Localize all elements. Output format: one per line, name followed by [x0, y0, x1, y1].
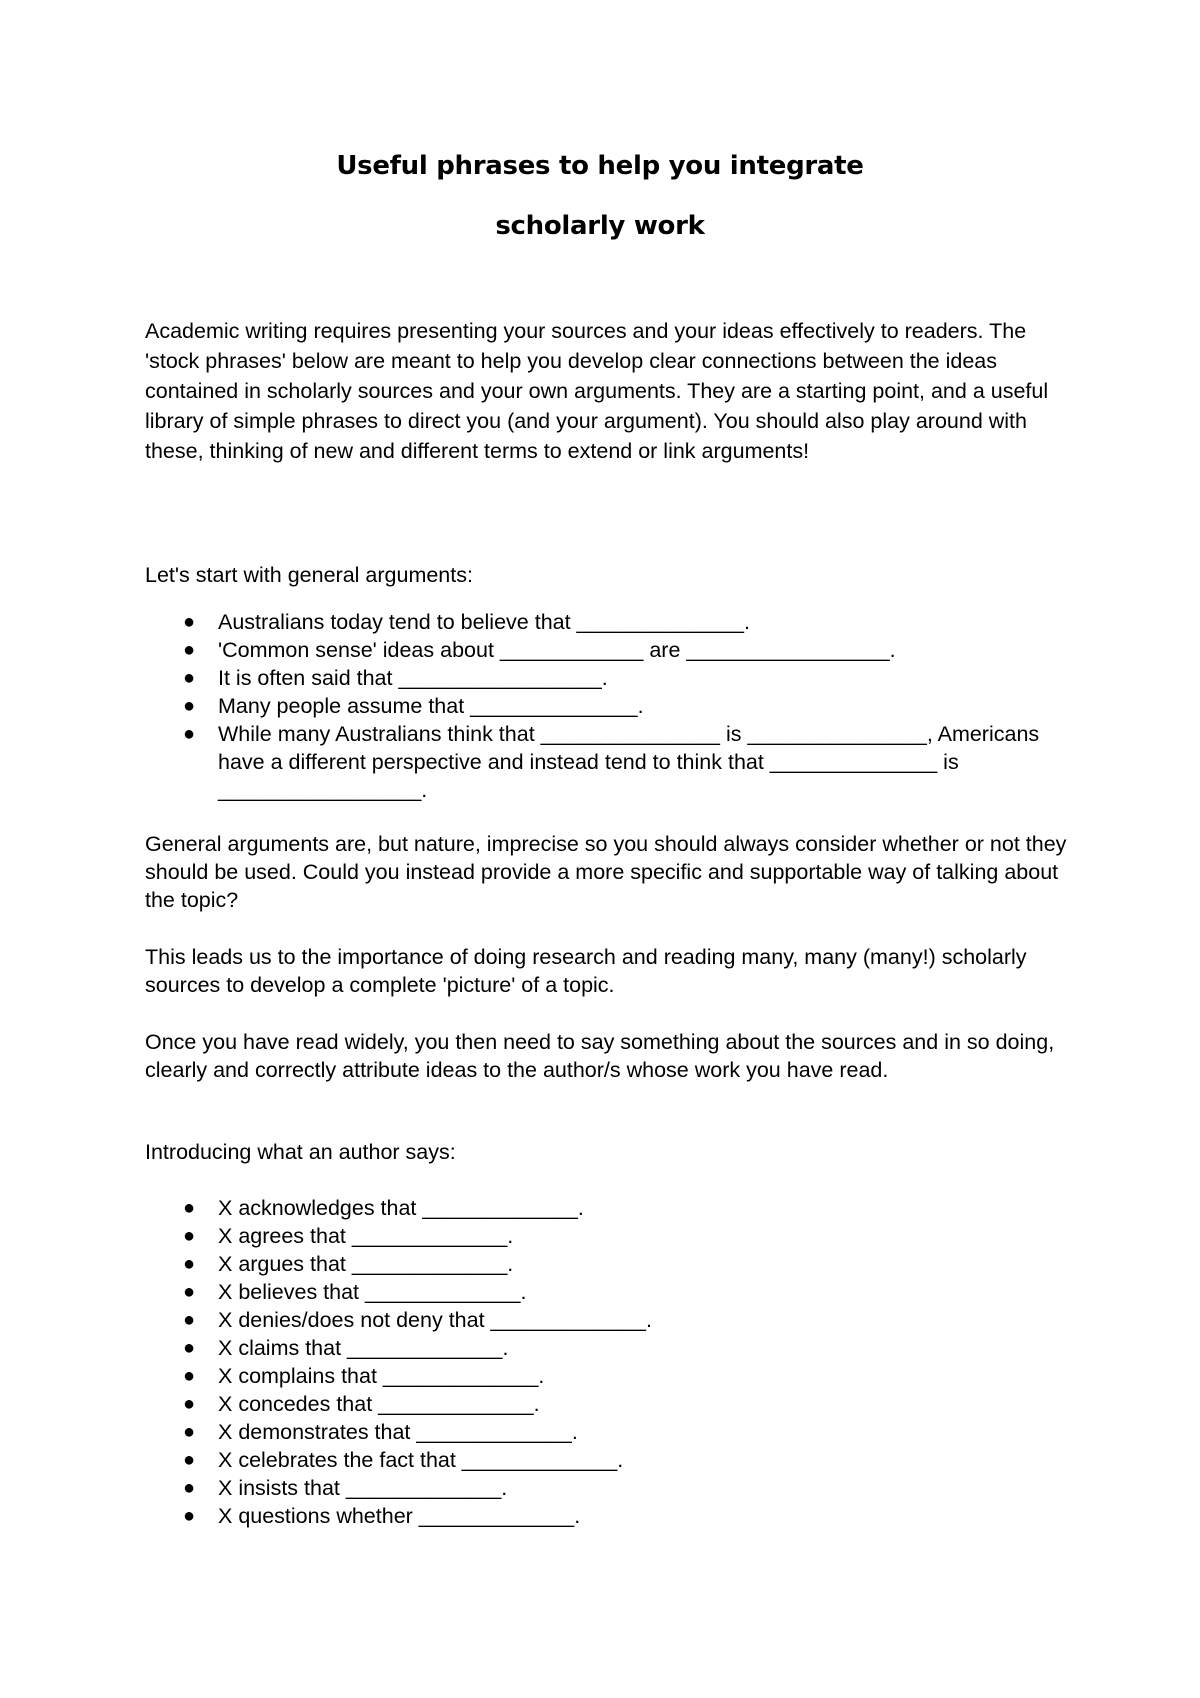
list-item-text: X argues that _____________.	[218, 1252, 514, 1276]
list-item-text: X agrees that _____________.	[218, 1224, 514, 1248]
list-item-text: X celebrates the fact that _____________.	[218, 1448, 624, 1472]
document-title-line-2: scholarly work	[495, 211, 705, 241]
list-item	[145, 1362, 1075, 1390]
bullet-icon: ●	[183, 1225, 196, 1247]
list-item-text: X believes that _____________.	[218, 1280, 527, 1304]
bullet-icon: ●	[183, 639, 196, 661]
bullet-icon: ●	[183, 1505, 196, 1527]
bullet-icon: ●	[183, 1421, 196, 1443]
list-item	[145, 1418, 1075, 1446]
list-item	[145, 1502, 1075, 1530]
list-item	[145, 1446, 1075, 1474]
list-item	[145, 1194, 1075, 1222]
list-item	[145, 1222, 1075, 1250]
list-item-text: It is often said that _________________.	[218, 666, 608, 690]
bullet-icon: ●	[183, 1281, 196, 1303]
bullet-icon: ●	[183, 1449, 196, 1471]
bullet-icon: ●	[183, 1365, 196, 1387]
general-arguments-note: General arguments are, but nature, imprecise so you should always consider whether or not they should be used. Could you instead provide a more specific and supportable way of talking about the topic?	[145, 832, 1067, 912]
list-item-text: X insists that _____________.	[218, 1476, 508, 1500]
document-title-line-1: Useful phrases to help you integrate	[336, 151, 864, 181]
bullet-icon: ●	[183, 1477, 196, 1499]
list-item-text: 'Common sense' ideas about ____________ are _________________.	[218, 638, 896, 662]
list-item-text: X acknowledges that _____________.	[218, 1196, 584, 1220]
list-item	[145, 1390, 1075, 1418]
list-item-text: X questions whether _____________.	[218, 1504, 581, 1528]
bullet-icon: ●	[183, 695, 196, 717]
list-item	[145, 1306, 1075, 1334]
bullet-icon: ●	[183, 667, 196, 689]
list-item-text: Australians today tend to believe that ______________.	[218, 610, 750, 634]
list-item-text: X demonstrates that _____________.	[218, 1420, 578, 1444]
research-note: This leads us to the importance of doing research and reading many, many (many!) scholarly sources to develop a complete 'picture' of a topic.	[145, 945, 1027, 997]
author-phrases-list	[145, 1194, 1075, 1530]
read-widely-note: Once you have read widely, you then need to say something about the sources and in so doing, clearly and correctly attribute ideas to the author/s whose work you have read.	[145, 1030, 1055, 1082]
list-item-text: X concedes that _____________.	[218, 1392, 540, 1416]
list-item	[145, 608, 1075, 636]
list-item-text: While many Australians think that _______________ is _______________, Americans have a different perspective and instead tend to think that ______________ is _________________.	[218, 722, 1040, 802]
intro-paragraph: Academic writing requires presenting your sources and your ideas effectively to readers. The 'stock phrases' below are meant to help you develop clear connections between the ideas contained in scholarly sources and your own arguments. They are a starting point, and a useful library of simple phrases to direct you (and your argument). You should also play around with these, thinking of new and different terms to extend or link arguments!	[145, 319, 1049, 463]
bullet-icon: ●	[183, 1337, 196, 1359]
list-item	[145, 720, 1075, 804]
list-item	[145, 1474, 1075, 1502]
bullet-icon: ●	[183, 1253, 196, 1275]
general-arguments-lead: Let's start with general arguments:	[145, 563, 473, 587]
list-item	[145, 692, 1075, 720]
bullet-icon: ●	[183, 1393, 196, 1415]
list-item	[145, 1250, 1075, 1278]
list-item	[145, 664, 1075, 692]
bullet-icon: ●	[183, 1309, 196, 1331]
list-item-text: X complains that _____________.	[218, 1364, 545, 1388]
list-item-text: X denies/does not deny that _____________.	[218, 1308, 652, 1332]
list-item-text: X claims that _____________.	[218, 1336, 509, 1360]
list-item	[145, 1278, 1075, 1306]
bullet-icon: ●	[183, 1197, 196, 1219]
list-item	[145, 636, 1075, 664]
list-item	[145, 1334, 1075, 1362]
list-item-text: Many people assume that ______________.	[218, 694, 644, 718]
author-phrases-lead: Introducing what an author says:	[145, 1140, 456, 1164]
bullet-icon: ●	[183, 611, 196, 633]
bullet-icon: ●	[183, 723, 196, 745]
general-arguments-list	[145, 608, 1075, 804]
